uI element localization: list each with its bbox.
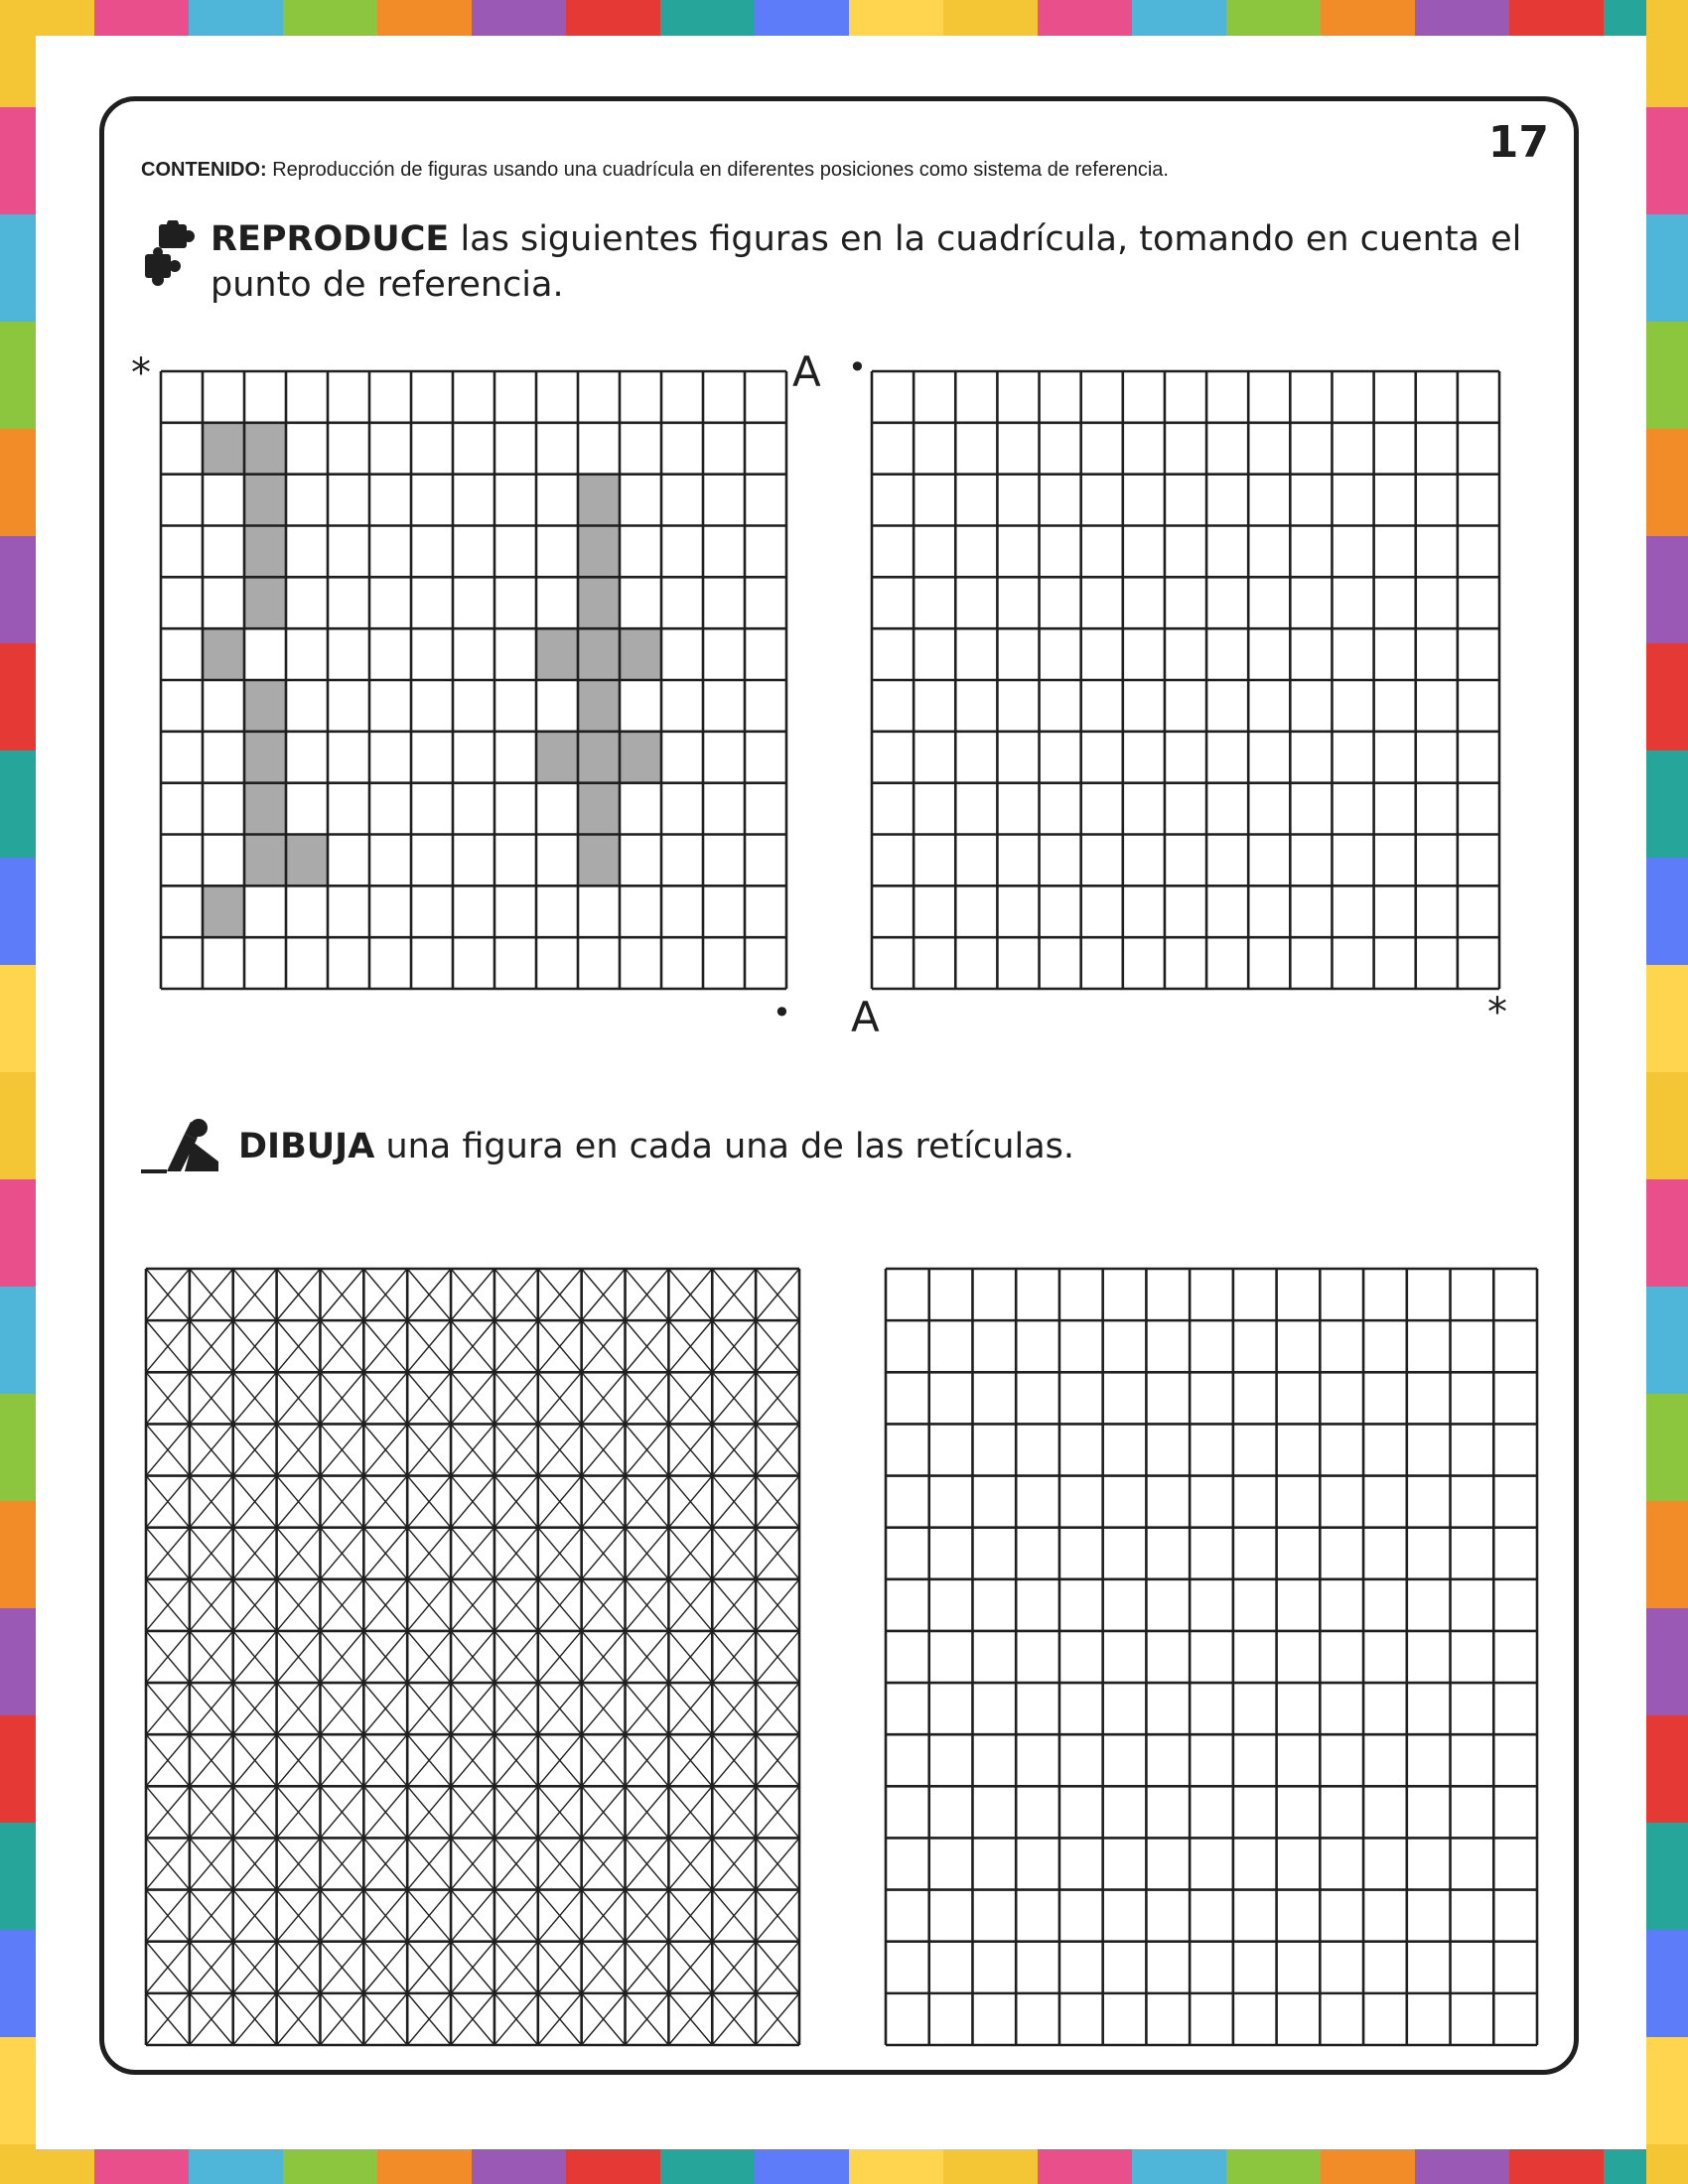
pencil-stripe (283, 2149, 377, 2184)
filled-cell (578, 783, 620, 835)
pencil-stripe (1646, 643, 1688, 751)
filled-cell (578, 577, 620, 628)
pencil-stripe (1646, 107, 1688, 214)
pencil-stripe (472, 2149, 566, 2184)
pencil-stripe (849, 2149, 943, 2184)
instruction-keyword: DIBUJA (238, 1127, 375, 1166)
pencil-stripe (1646, 1287, 1688, 1394)
filled-cell (244, 475, 286, 526)
instruction-reproduce (211, 216, 1541, 308)
pencil-stripe (0, 643, 36, 751)
pencil-stripe (1226, 0, 1321, 36)
filled-cell (244, 835, 286, 887)
pencil-stripe (1646, 965, 1688, 1072)
instruction-keyword: REPRODUCE (211, 219, 450, 259)
pencil-writing-icon (141, 1114, 222, 1175)
pencil-stripe (0, 2144, 36, 2184)
pencil-stripe (1646, 1715, 1688, 1823)
pencil-stripe (943, 0, 1038, 36)
pencil-stripe (94, 2149, 189, 2184)
pencil-stripe (849, 0, 943, 36)
pencil-stripe (1646, 1072, 1688, 1179)
filled-cell (244, 577, 286, 628)
instruction-draw (238, 1124, 1430, 1169)
pencil-stripe (1646, 2144, 1688, 2184)
filled-cell (244, 526, 286, 578)
pencil-stripe (1038, 2149, 1132, 2184)
filled-cell (536, 732, 578, 783)
pencil-stripe (0, 2037, 36, 2144)
filled-cell (244, 783, 286, 835)
filled-cell (578, 732, 620, 783)
pencil-stripe (755, 2149, 849, 2184)
filled-cell (578, 628, 620, 680)
content-description (141, 159, 1432, 182)
puzzle-icon (141, 220, 197, 286)
pencil-stripe (0, 1287, 36, 1394)
pencil-border-top (0, 0, 1688, 36)
pencil-stripe (0, 1930, 36, 2037)
pencil-stripe (472, 0, 566, 36)
filled-cell (203, 628, 244, 680)
pencil-stripe (1132, 2149, 1226, 2184)
filled-cell (620, 732, 661, 783)
pencil-stripe (0, 751, 36, 858)
pencil-stripe (1646, 429, 1688, 536)
filled-cell (536, 628, 578, 680)
filled-cell (244, 423, 286, 475)
pencil-stripe (283, 0, 377, 36)
pencil-stripe (943, 2149, 1038, 2184)
pencil-stripe (1321, 0, 1415, 36)
target-mark-bottom-left: A (851, 993, 880, 1041)
filled-cell (203, 423, 244, 475)
pencil-stripe (1646, 2037, 1688, 2144)
source-mark-top-left: * (131, 350, 151, 396)
filled-cell (578, 475, 620, 526)
pencil-stripe (377, 0, 472, 36)
pencil-stripe (1646, 1930, 1688, 2037)
square-drawing-grid[interactable] (884, 1267, 1539, 2047)
pencil-stripe (566, 2149, 660, 2184)
pencil-stripe (1038, 0, 1132, 36)
pencil-stripe (1646, 536, 1688, 643)
pencil-stripe (0, 1072, 36, 1179)
pencil-stripe (1646, 1394, 1688, 1501)
pencil-stripe (1415, 2149, 1509, 2184)
instruction-text: una figura en cada una de las retículas. (385, 1127, 1075, 1166)
pencil-stripe (0, 429, 36, 536)
page-number: 17 (1487, 117, 1549, 168)
pencil-stripe (660, 0, 755, 36)
pencil-stripe (566, 0, 660, 36)
pencil-stripe (755, 0, 849, 36)
pencil-stripe (1646, 1501, 1688, 1608)
pencil-stripe (1509, 0, 1604, 36)
pencil-stripe (1132, 0, 1226, 36)
pencil-stripe (94, 0, 189, 36)
pencil-stripe (1646, 1823, 1688, 1930)
pencil-stripe (0, 858, 36, 965)
source-mark-bottom-right: • (773, 994, 791, 1031)
pencil-border-left (0, 0, 36, 2184)
pencil-stripe (0, 214, 36, 322)
pencil-stripe (1509, 2149, 1604, 2184)
content-text: Reproducción de figuras usando una cuadrícula en diferentes posiciones como sistema de referencia. (272, 159, 1169, 181)
pencil-stripe (0, 965, 36, 1072)
pencil-border-bottom (0, 2149, 1688, 2184)
filled-cell (244, 732, 286, 783)
filled-cell (578, 835, 620, 887)
pencil-stripe (0, 322, 36, 429)
filled-cell (578, 680, 620, 732)
source-grid (159, 369, 788, 991)
target-mark-bottom-right: * (1487, 990, 1507, 1035)
filled-cell (203, 886, 244, 937)
instruction-text: las siguientes figuras en la cuadrícula, tomando en cuenta el punto de referencia. (211, 219, 1522, 305)
crossed-drawing-grid[interactable] (144, 1267, 801, 2047)
pencil-stripe (1646, 858, 1688, 965)
pencil-stripe (0, 1394, 36, 1501)
pencil-stripe (1415, 0, 1509, 36)
source-mark-top-right: A (792, 347, 821, 396)
target-mark-top-left: • (848, 348, 867, 386)
pencil-stripe (0, 107, 36, 214)
pencil-stripe (189, 2149, 283, 2184)
pencil-stripe (0, 1823, 36, 1930)
pencil-stripe (660, 2149, 755, 2184)
pencil-stripe (0, 536, 36, 643)
pencil-stripe (1646, 751, 1688, 858)
pencil-border-right (1646, 0, 1688, 2184)
pencil-stripe (1646, 214, 1688, 322)
filled-cell (620, 628, 661, 680)
target-grid[interactable] (870, 369, 1501, 991)
pencil-stripe (0, 1715, 36, 1823)
pencil-stripe (1646, 1179, 1688, 1287)
pencil-stripe (1321, 2149, 1415, 2184)
pencil-stripe (0, 1501, 36, 1608)
pencil-stripe (1646, 1608, 1688, 1715)
content-label: CONTENIDO: (141, 159, 267, 181)
pencil-stripe (1646, 0, 1688, 107)
filled-cell (286, 835, 328, 887)
pencil-stripe (0, 0, 36, 107)
pencil-stripe (0, 1179, 36, 1287)
pencil-stripe (1226, 2149, 1321, 2184)
pencil-stripe (377, 2149, 472, 2184)
filled-cell (244, 680, 286, 732)
filled-cell (578, 526, 620, 578)
pencil-stripe (1646, 322, 1688, 429)
pencil-stripe (0, 1608, 36, 1715)
pencil-stripe (189, 0, 283, 36)
